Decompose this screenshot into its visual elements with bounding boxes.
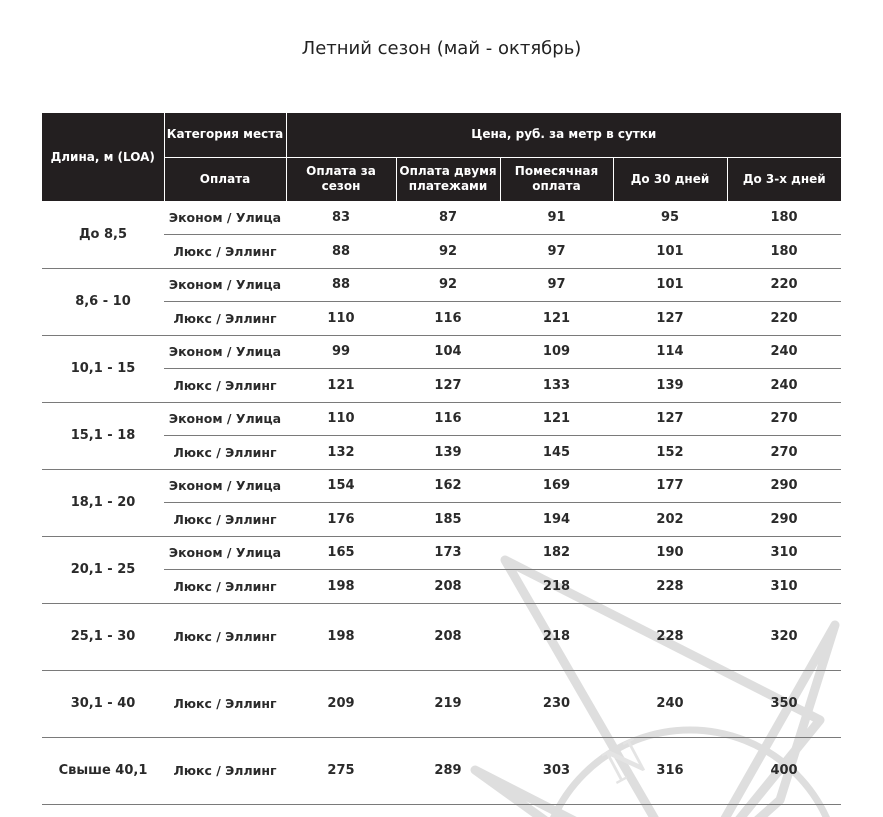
price-season: 209: [286, 670, 396, 737]
length-cell: 25,1 - 30: [42, 603, 164, 670]
category-cell: Люкс / Эллинг: [164, 234, 286, 268]
price-3-days: 350: [727, 670, 841, 737]
price-season: 198: [286, 569, 396, 603]
price-season: 154: [286, 469, 396, 502]
price-30-days: 190: [613, 536, 727, 569]
price-season: 275: [286, 737, 396, 804]
price-30-days: 228: [613, 603, 727, 670]
length-cell: 30,1 - 40: [42, 670, 164, 737]
price-two-payments: 87: [396, 201, 500, 234]
price-30-days: 240: [613, 670, 727, 737]
table-row: [42, 402, 841, 435]
price-two-payments: 208: [396, 603, 500, 670]
price-monthly: 230: [500, 670, 613, 737]
price-30-days: 139: [613, 368, 727, 402]
price-two-payments: 219: [396, 670, 500, 737]
price-30-days: 95: [613, 201, 727, 234]
category-cell: Эконом / Улица: [164, 469, 286, 502]
header-col-30-days: До 30 дней: [613, 157, 727, 201]
price-3-days: 310: [727, 536, 841, 569]
price-30-days: 127: [613, 301, 727, 335]
price-3-days: 290: [727, 502, 841, 536]
price-season: 88: [286, 268, 396, 301]
price-two-payments: 104: [396, 335, 500, 368]
price-season: 110: [286, 402, 396, 435]
price-season: 99: [286, 335, 396, 368]
header-payment: Оплата: [164, 157, 286, 201]
price-two-payments: 162: [396, 469, 500, 502]
price-30-days: 202: [613, 502, 727, 536]
price-two-payments: 116: [396, 301, 500, 335]
price-30-days: 101: [613, 268, 727, 301]
category-cell: Люкс / Эллинг: [164, 301, 286, 335]
category-cell: Люкс / Эллинг: [164, 435, 286, 469]
price-monthly: 182: [500, 536, 613, 569]
price-30-days: 316: [613, 737, 727, 804]
length-cell: 10,1 - 15: [42, 335, 164, 402]
price-monthly: 169: [500, 469, 613, 502]
price-3-days: 240: [727, 368, 841, 402]
price-monthly: 218: [500, 569, 613, 603]
price-season: 121: [286, 368, 396, 402]
length-cell: Свыше 40,1: [42, 737, 164, 804]
category-cell: Эконом / Улица: [164, 402, 286, 435]
category-cell: Эконом / Улица: [164, 536, 286, 569]
price-monthly: 303: [500, 737, 613, 804]
price-3-days: 220: [727, 301, 841, 335]
price-monthly: 133: [500, 368, 613, 402]
table-row: [42, 335, 841, 368]
price-season: 110: [286, 301, 396, 335]
page-title: Летний сезон (май - октябрь): [301, 38, 582, 59]
price-30-days: 228: [613, 569, 727, 603]
header-col-3-days: До 3-х дней: [727, 157, 841, 201]
price-3-days: 270: [727, 402, 841, 435]
price-30-days: 127: [613, 402, 727, 435]
price-monthly: 97: [500, 234, 613, 268]
price-two-payments: 173: [396, 536, 500, 569]
length-cell: 8,6 - 10: [42, 268, 164, 335]
length-cell: 18,1 - 20: [42, 469, 164, 536]
price-monthly: 194: [500, 502, 613, 536]
price-3-days: 400: [727, 737, 841, 804]
header-col-two-payments: Оплата двумя платежами: [396, 157, 500, 201]
price-3-days: 240: [727, 335, 841, 368]
price-two-payments: 139: [396, 435, 500, 469]
table-row: [42, 536, 841, 569]
table-row: [42, 268, 841, 301]
price-two-payments: 116: [396, 402, 500, 435]
price-monthly: 91: [500, 201, 613, 234]
category-cell: Люкс / Эллинг: [164, 569, 286, 603]
price-3-days: 180: [727, 234, 841, 268]
price-3-days: 270: [727, 435, 841, 469]
svg-text:N: N: [594, 728, 656, 795]
category-cell: Люкс / Эллинг: [164, 368, 286, 402]
price-3-days: 290: [727, 469, 841, 502]
table-row: [42, 670, 841, 737]
price-two-payments: 289: [396, 737, 500, 804]
length-cell: До 8,5: [42, 201, 164, 268]
length-cell: 15,1 - 18: [42, 402, 164, 469]
header-length: Длина, м (LOA): [42, 113, 164, 201]
price-monthly: 145: [500, 435, 613, 469]
price-two-payments: 92: [396, 268, 500, 301]
price-two-payments: 208: [396, 569, 500, 603]
price-30-days: 152: [613, 435, 727, 469]
category-cell: Эконом / Улица: [164, 201, 286, 234]
price-two-payments: 127: [396, 368, 500, 402]
price-3-days: 310: [727, 569, 841, 603]
category-cell: Люкс / Эллинг: [164, 603, 286, 670]
table-row: [42, 469, 841, 502]
price-monthly: 97: [500, 268, 613, 301]
header-price: Цена, руб. за метр в сутки: [286, 113, 841, 157]
length-cell: 20,1 - 25: [42, 536, 164, 603]
price-table: [42, 113, 841, 805]
category-cell: Люкс / Эллинг: [164, 502, 286, 536]
category-cell: Эконом / Улица: [164, 268, 286, 301]
price-monthly: 121: [500, 402, 613, 435]
category-cell: Люкс / Эллинг: [164, 670, 286, 737]
price-two-payments: 185: [396, 502, 500, 536]
price-season: 132: [286, 435, 396, 469]
price-30-days: 177: [613, 469, 727, 502]
price-30-days: 101: [613, 234, 727, 268]
price-30-days: 114: [613, 335, 727, 368]
table-row: [42, 201, 841, 234]
price-season: 198: [286, 603, 396, 670]
price-table-body: [42, 201, 841, 804]
header-category: Категория места: [164, 113, 286, 157]
price-3-days: 180: [727, 201, 841, 234]
header-col-season: Оплата за сезон: [286, 157, 396, 201]
table-row: [42, 603, 841, 670]
price-season: 88: [286, 234, 396, 268]
category-cell: Эконом / Улица: [164, 335, 286, 368]
price-3-days: 320: [727, 603, 841, 670]
price-season: 176: [286, 502, 396, 536]
price-3-days: 220: [727, 268, 841, 301]
price-monthly: 121: [500, 301, 613, 335]
price-two-payments: 92: [396, 234, 500, 268]
price-monthly: 218: [500, 603, 613, 670]
price-season: 165: [286, 536, 396, 569]
table-row: [42, 737, 841, 804]
price-season: 83: [286, 201, 396, 234]
header-col-monthly: Помесячная оплата: [500, 157, 613, 201]
category-cell: Люкс / Эллинг: [164, 737, 286, 804]
price-monthly: 109: [500, 335, 613, 368]
